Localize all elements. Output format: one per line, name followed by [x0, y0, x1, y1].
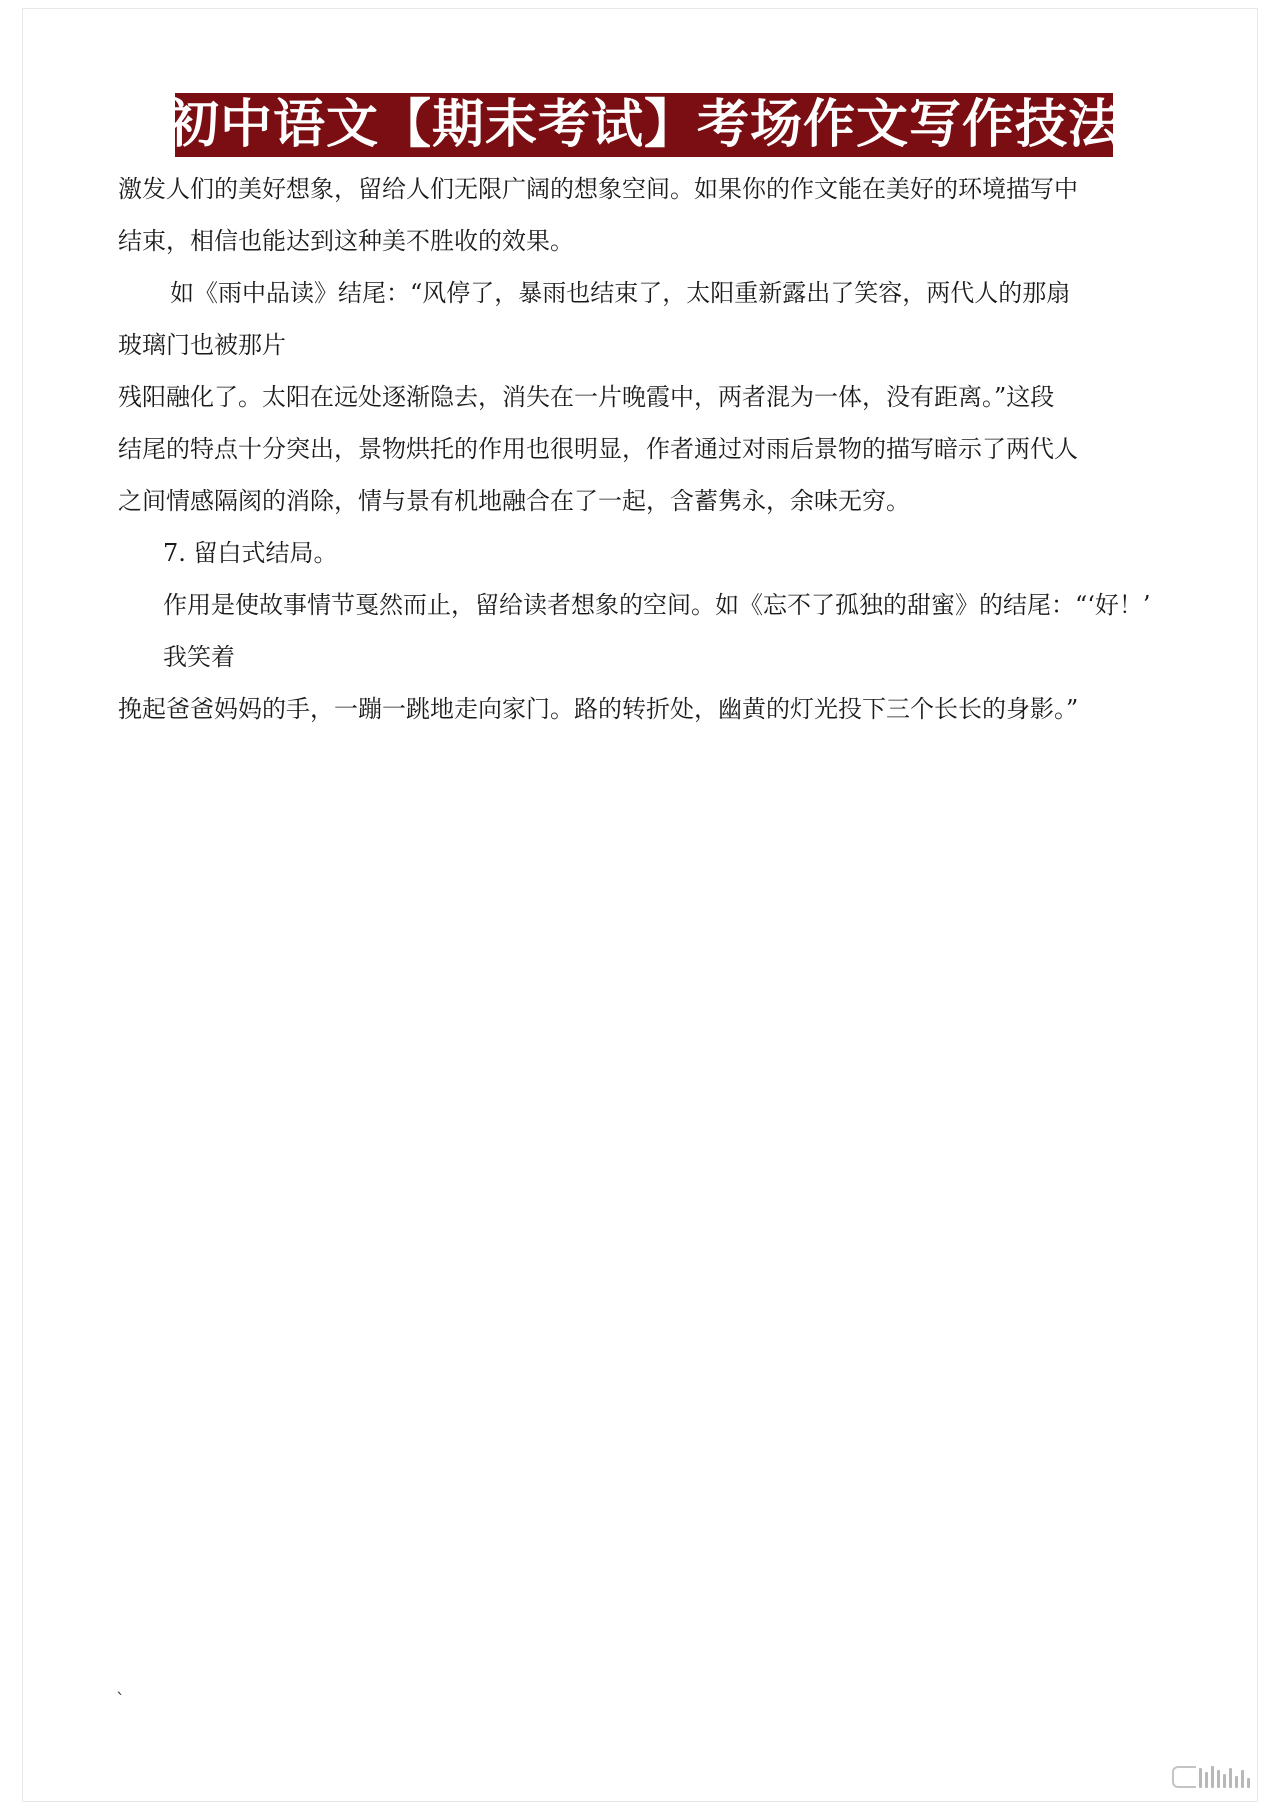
corner-mark: `: [116, 1690, 125, 1711]
paragraph-line: 我笑着: [163, 643, 235, 671]
paragraph-line: 挽起爸爸妈妈的手，一蹦一跳地走向家门。路的转折处，幽黄的灯光投下三个长长的身影。”: [118, 695, 1079, 723]
document-title: 初中语文【期末考试】考场作文写作技法: [167, 94, 1122, 155]
section-heading: 7. 留白式结局。: [163, 539, 338, 567]
paragraph-line: 残阳融化了。太阳在远处逐渐隐去，消失在一片晚霞中，两者混为一体，没有距离。”这段: [118, 383, 1055, 411]
title-banner: [167, 93, 1122, 157]
paragraph-line: 激发人们的美好想象，留给人们无限广阔的想象空间。如果你的作文能在美好的环境描写中: [118, 175, 1078, 203]
paragraph-line: 之间情感隔阂的消除，情与景有机地融合在了一起，含蓄隽永，余味无穷。: [118, 487, 910, 515]
paragraph-line: 玻璃门也被那片: [118, 331, 286, 359]
paragraph-line: 作用是使故事情节戛然而止，留给读者想象的空间。如《忘不了孤独的甜蜜》的结尾：“‘好！’: [163, 591, 1151, 619]
paragraph-line: 结尾的特点十分突出，景物烘托的作用也很明显，作者通过对雨后景物的描写暗示了两代人: [118, 435, 1078, 463]
paragraph-line: 结束，相信也能达到这种美不胜收的效果。: [118, 227, 574, 255]
document-body: [118, 163, 1176, 735]
page-stack-edge-icon: [1172, 1766, 1250, 1788]
paragraph-line: 如《雨中品读》结尾：“风停了，暴雨也结束了，太阳重新露出了笑容，两代人的那扇: [170, 279, 1071, 307]
